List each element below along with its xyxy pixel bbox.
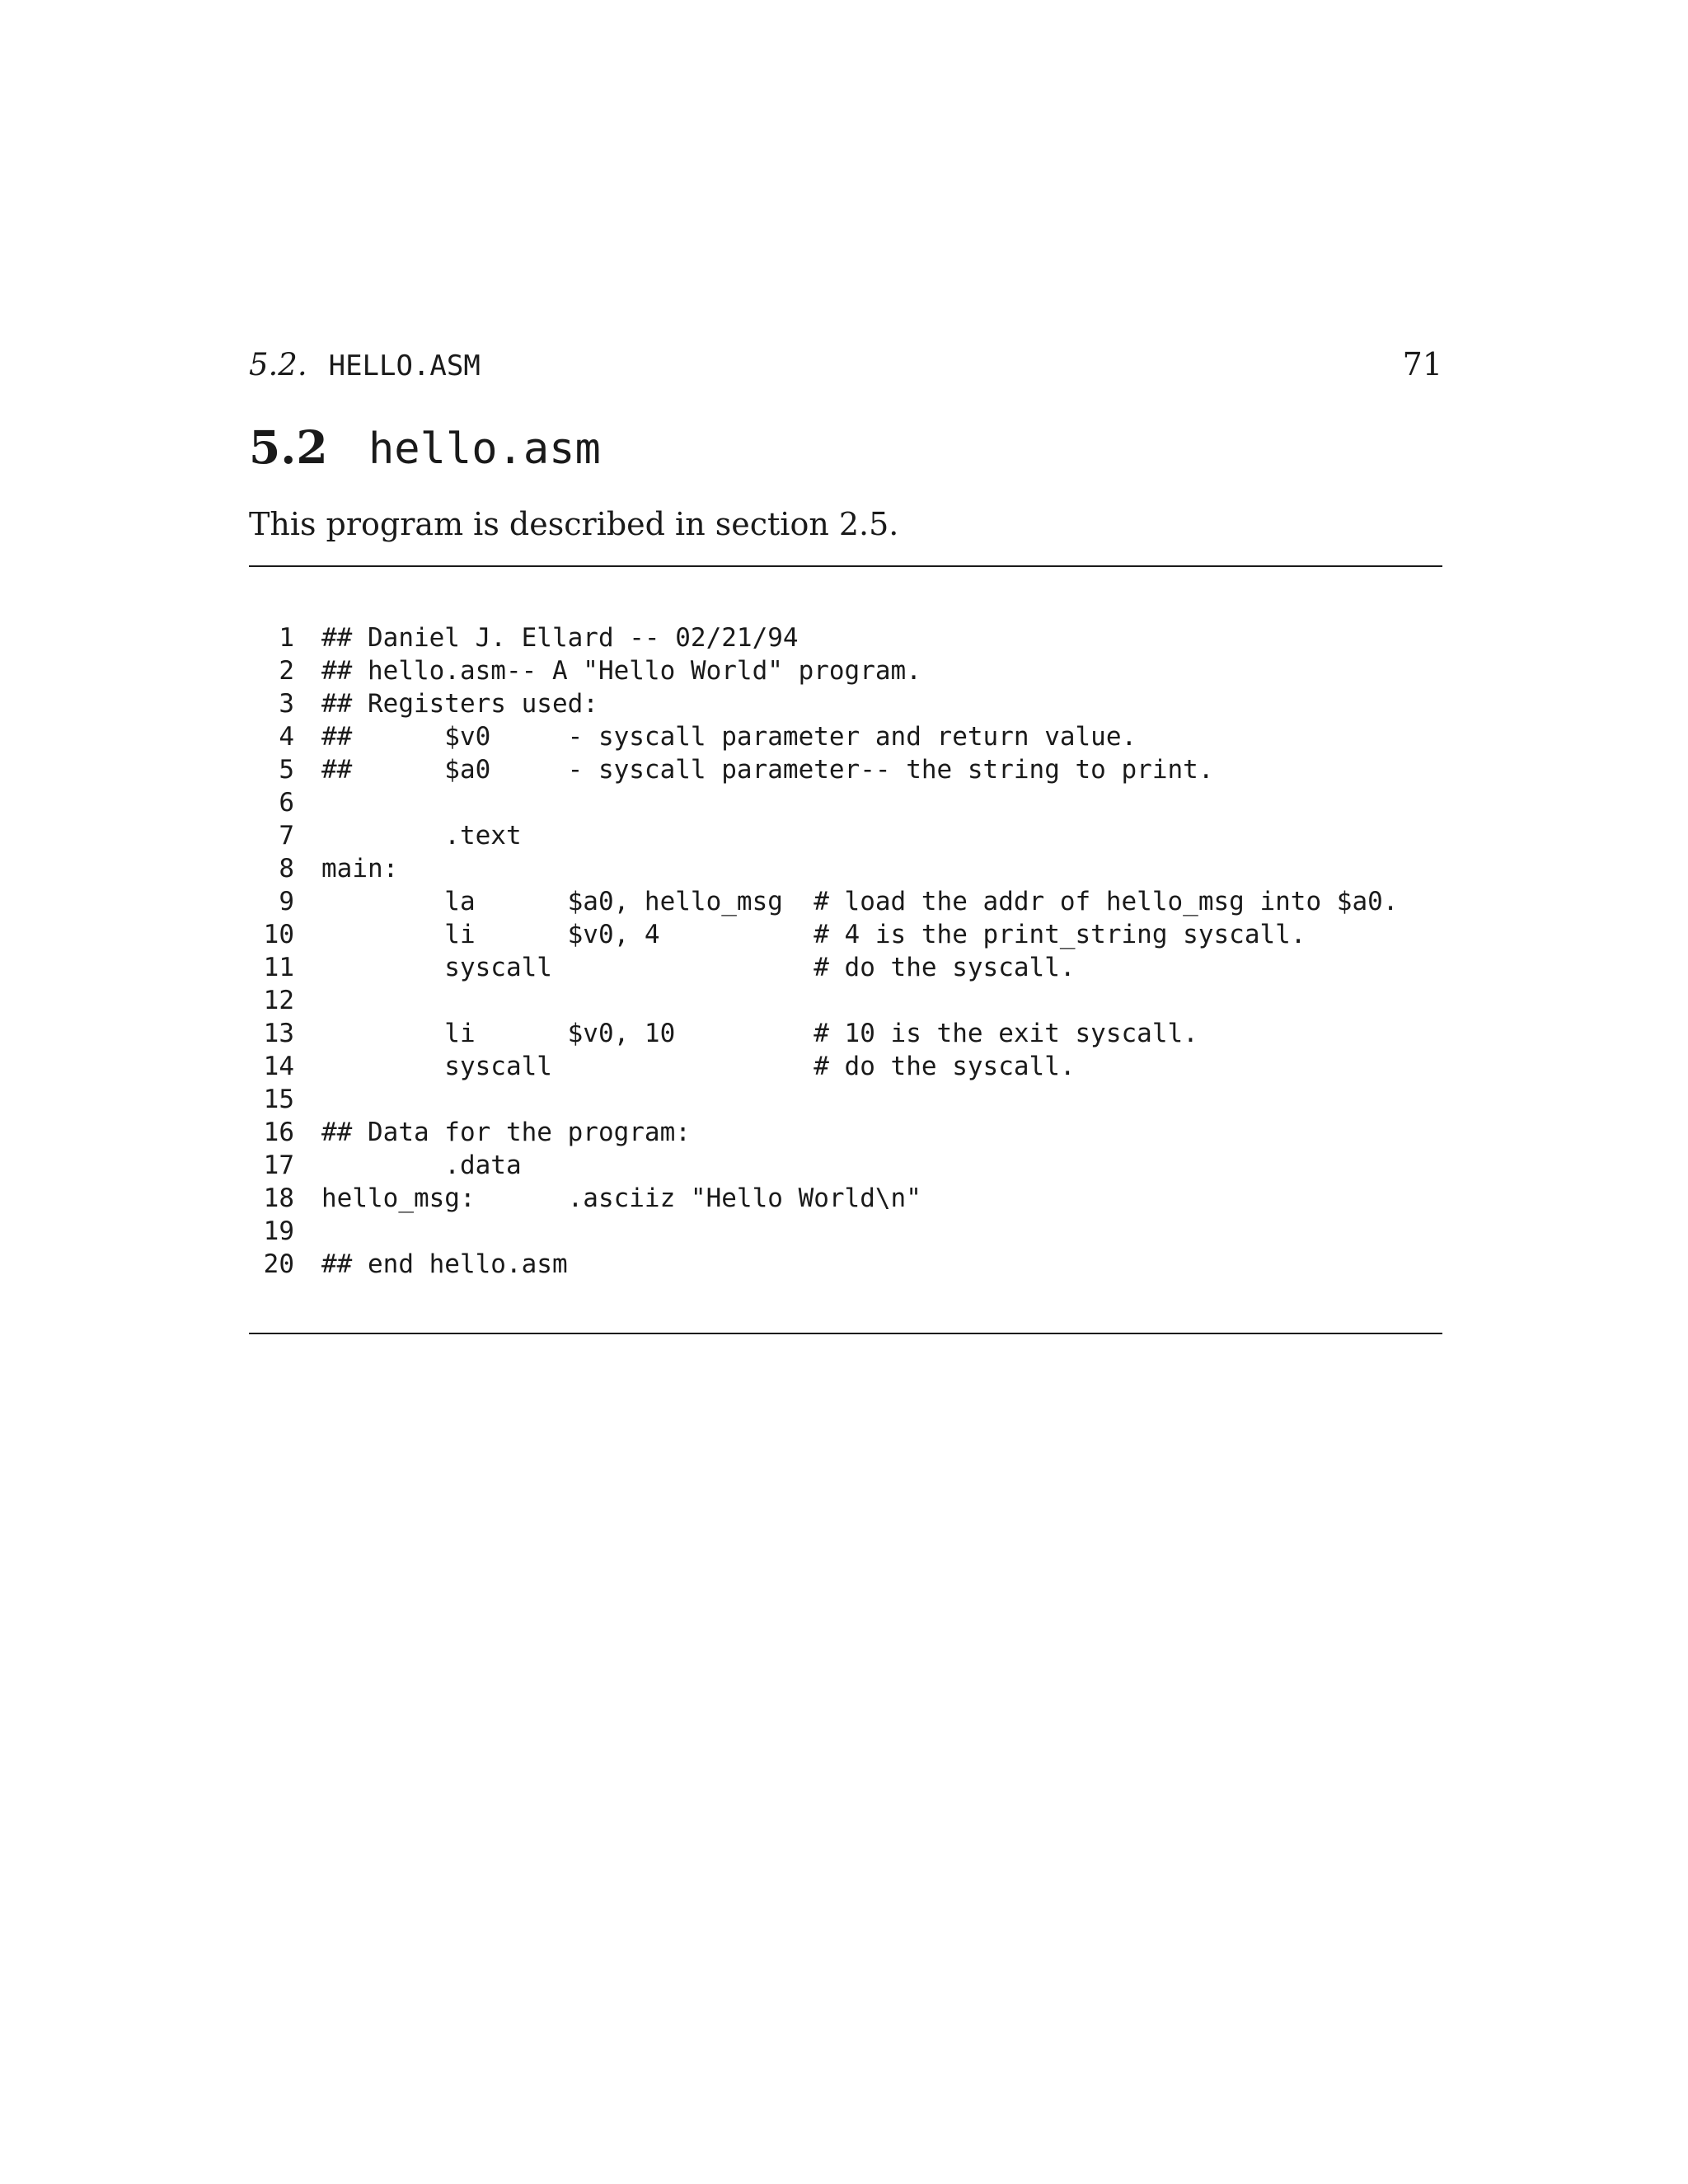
code-text: syscall # do the syscall. — [321, 1052, 1076, 1081]
line-number: 6 — [279, 788, 294, 818]
section-number: 5.2 — [249, 420, 328, 474]
line-number: 15 — [263, 1085, 294, 1114]
page-number: 71 — [1402, 346, 1442, 382]
running-header-section — [249, 347, 481, 382]
code-line — [249, 654, 1398, 687]
intro-paragraph: This program is described in section 2.5. — [249, 506, 899, 542]
line-number: 17 — [263, 1151, 294, 1180]
code-line — [249, 951, 1398, 984]
code-text: ## hello.asm-- A "Hello World" program. — [321, 656, 921, 686]
code-text: hello_msg: .asciiz "Hello World\n" — [321, 1183, 921, 1213]
line-number: 10 — [263, 920, 294, 949]
line-number: 4 — [279, 722, 294, 752]
code-line — [249, 1083, 1398, 1116]
code-text: ## Data for the program: — [321, 1118, 691, 1147]
line-number: 9 — [279, 887, 294, 916]
code-line — [249, 687, 1398, 720]
code-line — [249, 720, 1398, 753]
code-line — [249, 1182, 1398, 1215]
section-title: hello.asm — [368, 424, 601, 474]
code-line — [249, 885, 1398, 918]
code-text: li $v0, 10 # 10 is the exit syscall. — [321, 1019, 1198, 1048]
code-line — [249, 753, 1398, 786]
line-number: 11 — [263, 953, 294, 982]
code-line — [249, 918, 1398, 951]
code-text: .text — [321, 821, 522, 851]
code-line — [249, 1215, 1398, 1248]
code-text: .data — [321, 1151, 522, 1180]
running-header — [249, 346, 1442, 387]
section-heading — [249, 420, 601, 474]
code-text: syscall # do the syscall. — [321, 953, 1076, 982]
code-line — [249, 819, 1398, 852]
running-header-section-title: HELLO.ASM — [328, 349, 481, 382]
code-line — [249, 1050, 1398, 1083]
code-text: ## Registers used: — [321, 689, 598, 719]
code-line — [249, 852, 1398, 885]
code-text: ## $v0 - syscall parameter and return value. — [321, 722, 1137, 752]
line-number: 7 — [279, 821, 294, 851]
line-number: 8 — [279, 854, 294, 883]
code-line — [249, 1149, 1398, 1182]
line-number: 20 — [263, 1249, 294, 1279]
code-text: li $v0, 4 # 4 is the print_string syscall. — [321, 920, 1306, 949]
line-number: 2 — [279, 656, 294, 686]
code-line — [249, 786, 1398, 819]
line-number: 3 — [279, 689, 294, 719]
code-text: la $a0, hello_msg # load the addr of hello_msg into $a0. — [321, 887, 1399, 916]
code-bottom-rule — [249, 1333, 1442, 1334]
line-number: 13 — [263, 1019, 294, 1048]
code-text: main: — [321, 854, 399, 883]
code-text: ## Daniel J. Ellard -- 02/21/94 — [321, 623, 799, 653]
code-top-rule — [249, 565, 1442, 567]
code-line — [249, 1116, 1398, 1149]
code-line — [249, 621, 1398, 654]
code-line — [249, 984, 1398, 1017]
line-number: 14 — [263, 1052, 294, 1081]
code-listing — [249, 621, 1398, 1281]
code-line — [249, 1017, 1398, 1050]
line-number: 16 — [263, 1118, 294, 1147]
line-number: 1 — [279, 623, 294, 653]
running-header-section-number: 5.2. — [249, 347, 307, 382]
line-number: 12 — [263, 986, 294, 1015]
code-text: ## end hello.asm — [321, 1249, 568, 1279]
code-text: ## $a0 - syscall parameter-- the string to print. — [321, 755, 1214, 785]
line-number: 19 — [263, 1216, 294, 1246]
code-line — [249, 1248, 1398, 1281]
line-number: 5 — [279, 755, 294, 785]
line-number: 18 — [263, 1183, 294, 1213]
